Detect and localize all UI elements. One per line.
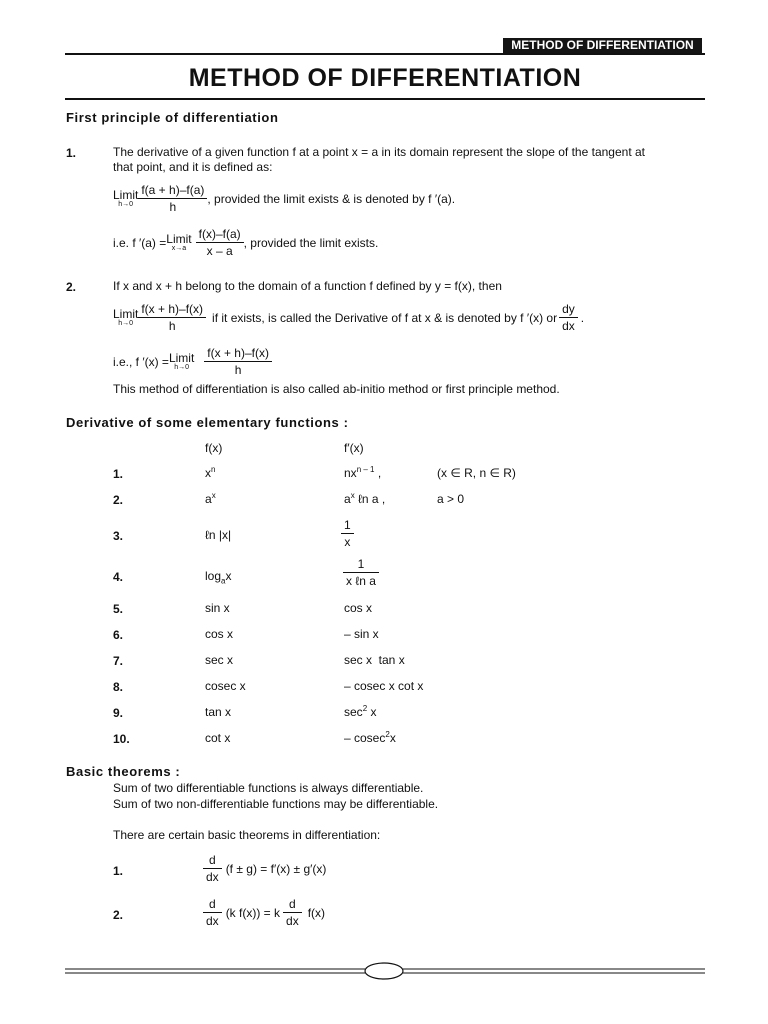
title-rule xyxy=(65,98,705,100)
derivative-cell: $\sec^2 x$ xyxy=(344,704,377,719)
footer-ornament xyxy=(65,962,705,982)
function-cell: $a^x$ xyxy=(205,491,216,506)
table-row-number: 7. xyxy=(113,654,124,668)
formula-note: , provided the limit exists. xyxy=(243,235,379,250)
fraction: $\frac{f(x)-f(a)}{x - a}$ xyxy=(196,227,244,258)
table-row-number: 1. xyxy=(113,467,124,481)
derivative-cell: $\frac{1}{x}$ xyxy=(341,518,354,549)
formula-note: if it exists, is called the Derivative of f at x & is denoted by f ′(x) or xyxy=(212,310,558,325)
definition-text: If x and x + h belong to the domain of a function f defined by y = f(x), then xyxy=(113,279,502,293)
theorem-formula: $\frac{d}{dx}$ (k f(x)) = k $\frac{d}{dx}$ f(x) xyxy=(203,897,325,928)
derivative-cell: – cosec x cot x xyxy=(344,679,424,693)
limit-formula xyxy=(113,183,455,214)
page-title: METHOD OF DIFFERENTIATION xyxy=(188,64,582,92)
header-rule xyxy=(65,53,705,55)
derivative-cell: sec x tan x xyxy=(344,653,405,667)
function-cell: cosec x xyxy=(205,679,246,693)
function-cell: ℓn |x| xyxy=(205,528,232,542)
derivative-cell: $\frac{1}{\text{x ℓn a}}$ xyxy=(343,557,379,588)
function-cell: cot x xyxy=(205,731,231,745)
theorem-formula: $\frac{d}{dx}$ (f ± g) = f′(x) ± g′(x) xyxy=(203,853,326,884)
fraction: $\frac{f(x + h)-f(x)}{h}$ xyxy=(138,302,206,333)
d-dx-fraction: $\frac{d}{dx}$ xyxy=(203,853,222,884)
derivative-cell: $a^x$ ℓn a , xyxy=(344,491,386,506)
table-row-number: 4. xyxy=(113,570,124,584)
table-row-number: 9. xyxy=(113,706,124,720)
section-heading-first-principle: First principle of differentiation xyxy=(66,110,279,125)
footer-rule-graphic xyxy=(65,962,705,982)
definition-text: The derivative of a given function f at a point x = a in its domain represent the slope of the tangent at xyxy=(113,145,645,159)
table-row-number: 10. xyxy=(113,732,130,746)
section-heading-basic-theorems: Basic theorems : xyxy=(66,764,181,779)
method-note: This method of differentiation is also called ab-initio method or first principle method. xyxy=(113,382,560,396)
condition-cell: (x ∈ R, n ∈ R) xyxy=(437,466,516,480)
function-cell: tan x xyxy=(205,705,232,719)
limit-operator: Limit h→0 xyxy=(113,187,139,208)
table-row-number: 8. xyxy=(113,680,124,694)
d-dx-fraction: $\frac{d}{dx}$ xyxy=(283,897,302,928)
limit-operator: Limit h→0 xyxy=(113,306,139,327)
limit-operator: Limit h→0 xyxy=(168,350,195,371)
function-cell: cos x xyxy=(205,627,234,641)
theorem-note: Sum of two differentiable functions is always differentiable. xyxy=(113,781,424,795)
derivative-cell: cos x xyxy=(344,601,373,615)
table-row-number: 3. xyxy=(113,529,124,543)
definition-text: that point, and it is defined as: xyxy=(113,160,273,174)
table-row-number: 2. xyxy=(113,493,124,507)
item-number: 2. xyxy=(66,280,77,294)
condition-cell: a > 0 xyxy=(437,492,465,506)
formula-note: , provided the limit exists & is denoted by f ′(a). xyxy=(207,191,456,206)
d-dx-fraction: $\frac{d}{dx}$ xyxy=(203,897,222,928)
running-header: METHOD OF DIFFERENTIATION xyxy=(503,38,702,53)
theorem-note: Sum of two non-differentiable functions may be differentiable. xyxy=(113,797,439,811)
dy-dx-fraction: $\frac{dy}{dx}$ xyxy=(559,302,578,333)
limit-formula: i.e., f ′(x) = Limit h→0 $\frac{f(x + h)-f(x)}{h}$ xyxy=(113,346,272,377)
limit-operator: Limit x→a xyxy=(166,231,192,252)
theorem-intro: There are certain basic theorems in differentiation: xyxy=(113,828,381,842)
column-header-fx: f(x) xyxy=(205,441,223,455)
table-row-number: 6. xyxy=(113,628,124,642)
derivative-cell: – sin x xyxy=(344,627,379,641)
derivative-cell: $nx^{n - 1}$ , xyxy=(344,465,382,480)
theorem-number: 2. xyxy=(113,908,124,922)
fraction: $\frac{f(a + h)-f(a)}{h}$ xyxy=(138,183,207,214)
fraction: $\frac{f(x + h)-f(x)}{h}$ xyxy=(204,346,272,377)
column-header-dfx: f′(x) xyxy=(344,441,364,455)
derivative-cell: – cosec$^2$x xyxy=(344,730,396,745)
table-row-number: 5. xyxy=(113,602,124,616)
item-number: 1. xyxy=(66,146,77,160)
section-heading-elementary: Derivative of some elementary functions : xyxy=(66,415,349,430)
limit-formula: i.e. f ′(a) = Limit x→a $\frac{f(x)-f(a)}{x - a}$ , provided the limit exists. xyxy=(113,227,379,258)
theorem-number: 1. xyxy=(113,864,124,878)
function-cell: sin x xyxy=(205,601,230,615)
function-cell: sec x xyxy=(205,653,234,667)
limit-formula: Limit h→0 $\frac{f(x + h)-f(x)}{h}$ if it exists, is called the Derivative of f at x & is denoted by f ′(x) or $\frac{dy}{dx}$ . xyxy=(113,302,585,333)
function-cell: $\log_ax$ xyxy=(205,569,232,586)
function-cell: $x^n$ xyxy=(205,465,216,480)
